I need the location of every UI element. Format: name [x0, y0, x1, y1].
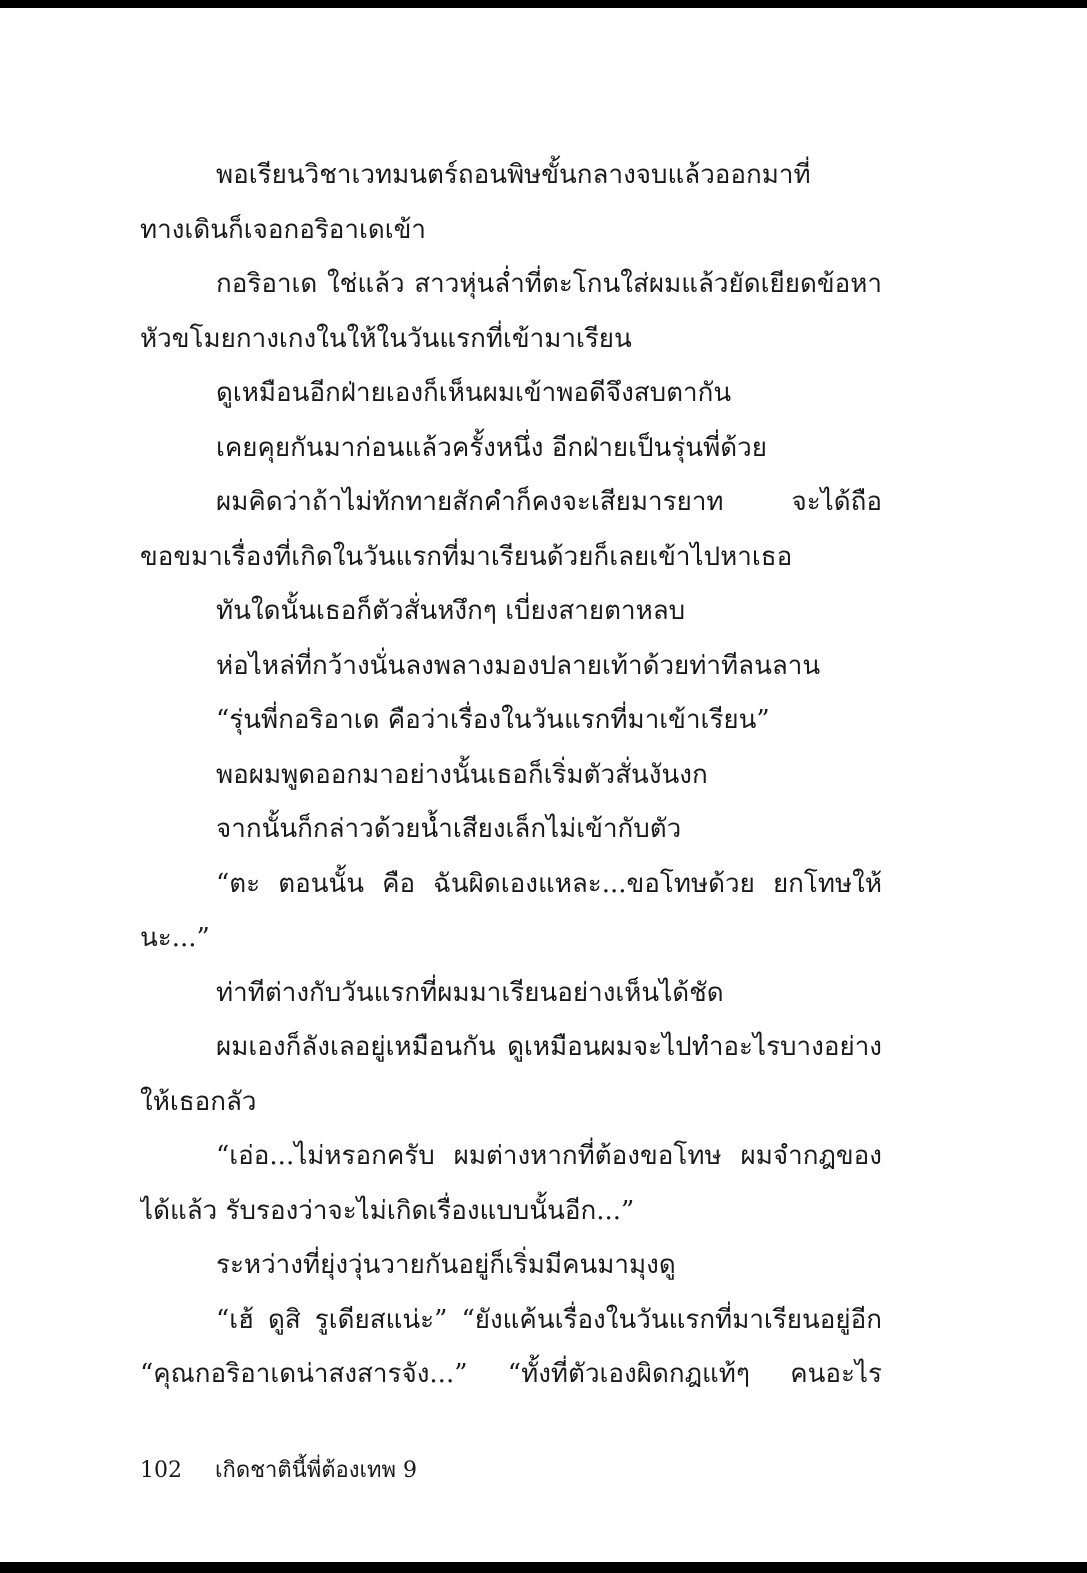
paragraph-line: “ตะ ตอนนั้น คือ ฉันผิดเองแหละ...ขอโทษด้วย ยกโทษให้ [216, 868, 882, 899]
bottom-border-bar [0, 1562, 1087, 1573]
page-number: 102 [140, 1458, 182, 1483]
page-footer [140, 1456, 417, 1486]
paragraph-line: พอเรียนวิชาเวทมนตร์ถอนพิษขั้นกลางจบแล้วออกมาที่ [216, 160, 811, 190]
book-title: เกิดชาตินี้พี่ต้องเทพ 9 [215, 1458, 417, 1483]
paragraph-line: “รุ่นพี่กอริอาเด คือว่าเรื่องในวันแรกที่มาเข้าเรียน” [216, 705, 770, 735]
paragraph-line: ทันใดนั้นเธอก็ตัวสั่นหงึกๆ เบี่ยงสายตาหลบ [216, 596, 686, 626]
paragraph-line: “เฮ้ ดูสิ รูเดียสแน่ะ” “ยังแค้นเรื่องในวันแรกที่มาเรียนอยู่อีก [216, 1304, 882, 1335]
paragraph-line: “เอ่อ...ไม่หรอกครับ ผมต่างหากที่ต้องขอโทษ ผมจำกฎของ [216, 1141, 882, 1171]
paragraph-line: ระหว่างที่ยุ่งวุ่นวายกันอยู่ก็เริ่มมีคนมามุงดู [216, 1250, 676, 1280]
paragraph-line: จากนั้นก็กล่าวด้วยน้ำเสียงเล็กไม่เข้ากับตัว [216, 814, 682, 844]
paragraph-line: ท่าทีต่างกับวันแรกที่ผมมาเรียนอย่างเห็นได้ชัด [216, 977, 724, 1008]
paragraph-line: ได้แล้ว รับรองว่าจะไม่เกิดเรื่องแบบนั้นอีก...” [140, 1195, 635, 1226]
paragraph-line: พอผมพูดออกมาอย่างนั้นเธอก็เริ่มตัวสั่นงันงก [216, 759, 708, 790]
paragraph-line: ให้เธอกลัว [140, 1086, 257, 1117]
paragraph-line: ผมคิดว่าถ้าไม่ทักทายสักคำก็คงจะเสียมารยาท จะได้ถือ [216, 487, 882, 517]
paragraph-line: ทางเดินก็เจอกอริอาเดเข้า [140, 214, 427, 245]
page-body-text [140, 148, 882, 1402]
paragraph-line: เคยคุยกันมาก่อนแล้วครั้งหนึ่ง อีกฝ่ายเป็นรุ่นพี่ด้วย [216, 432, 767, 463]
paragraph-line: “คุณกอริอาเดน่าสงสารจัง...” “ทั้งที่ตัวเองผิดกฎแท้ๆ คนอะไร [140, 1359, 882, 1389]
top-border-bar [0, 0, 1087, 8]
paragraph-line: ห่อไหล่ที่กว้างนั่นลงพลางมองปลายเท้าด้วยท่าทีลนลาน [216, 650, 821, 681]
paragraph-line: ขอขมาเรื่องที่เกิดในวันแรกที่มาเรียนด้วยก็เลยเข้าไปหาเธอ [140, 541, 793, 572]
paragraph-line: ดูเหมือนอีกฝ่ายเองก็เห็นผมเข้าพอดีจึงสบตากัน [216, 378, 732, 408]
paragraph-line: ผมเองก็ลังเลอยู่เหมือนกัน ดูเหมือนผมจะไปทำอะไรบางอย่าง [216, 1032, 882, 1062]
paragraph-line: กอริอาเด ใช่แล้ว สาวหุ่นล่ำที่ตะโกนใส่ผมแล้วยัดเยียดข้อหา [216, 269, 882, 299]
paragraph-line: นะ...” [140, 923, 210, 953]
paragraph-line: หัวขโมยกางเกงในให้ในวันแรกที่เข้ามาเรียน [140, 323, 632, 354]
